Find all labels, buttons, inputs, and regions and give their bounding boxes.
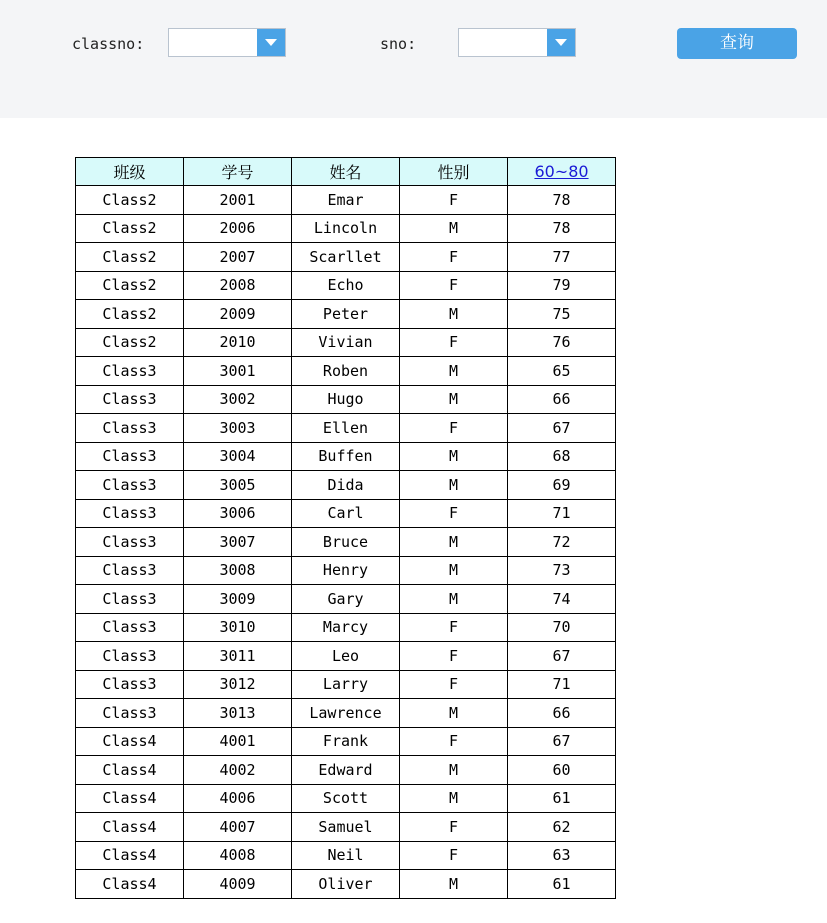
cell-score: 76 [508,328,616,357]
table-row [76,214,616,243]
cell-class: Class3 [76,670,184,699]
cell-student-no: 4007 [184,813,292,842]
table-row [76,414,616,443]
cell-class: Class4 [76,870,184,899]
table-row [76,442,616,471]
cell-class: Class3 [76,414,184,443]
table-row [76,186,616,215]
cell-class: Class3 [76,642,184,671]
sno-dropdown-button[interactable] [547,29,575,56]
cell-student-no: 3010 [184,613,292,642]
cell-name: Oliver [292,870,400,899]
cell-score: 63 [508,841,616,870]
cell-class: Class3 [76,613,184,642]
sno-label: sno: [380,35,417,53]
table-row [76,556,616,585]
sno-input[interactable] [459,29,549,56]
cell-score: 71 [508,499,616,528]
cell-score: 60 [508,756,616,785]
table-body [76,186,616,899]
cell-score: 68 [508,442,616,471]
cell-class: Class3 [76,385,184,414]
cell-student-no: 3011 [184,642,292,671]
cell-gender: M [400,756,508,785]
cell-gender: F [400,813,508,842]
table-row [76,784,616,813]
cell-name: Ellen [292,414,400,443]
cell-class: Class2 [76,243,184,272]
cell-gender: F [400,727,508,756]
cell-student-no: 2001 [184,186,292,215]
cell-gender: M [400,300,508,329]
cell-score: 61 [508,870,616,899]
column-header-score [508,158,616,186]
cell-gender: F [400,499,508,528]
cell-class: Class2 [76,328,184,357]
table-row [76,727,616,756]
cell-name: Scott [292,784,400,813]
cell-student-no: 4009 [184,870,292,899]
cell-student-no: 3012 [184,670,292,699]
cell-score: 78 [508,186,616,215]
cell-score: 74 [508,585,616,614]
column-header-student-no: 学号 [184,158,292,186]
cell-name: Gary [292,585,400,614]
cell-gender: M [400,214,508,243]
cell-name: Dida [292,471,400,500]
cell-gender: F [400,642,508,671]
cell-gender: F [400,841,508,870]
table-row [76,271,616,300]
cell-name: Buffen [292,442,400,471]
cell-student-no: 3008 [184,556,292,585]
table-row [76,813,616,842]
cell-score: 61 [508,784,616,813]
cell-score: 75 [508,300,616,329]
cell-student-no: 2007 [184,243,292,272]
cell-score: 67 [508,414,616,443]
cell-class: Class3 [76,471,184,500]
cell-gender: F [400,414,508,443]
cell-name: Carl [292,499,400,528]
cell-name: Frank [292,727,400,756]
cell-gender: F [400,670,508,699]
score-range-link[interactable]: 60~80 [534,162,589,181]
cell-student-no: 2008 [184,271,292,300]
table-row [76,499,616,528]
table-row [76,243,616,272]
cell-class: Class3 [76,699,184,728]
cell-class: Class4 [76,841,184,870]
cell-student-no: 2009 [184,300,292,329]
cell-name: Marcy [292,613,400,642]
cell-name: Samuel [292,813,400,842]
chevron-down-icon [555,39,567,47]
column-header-gender: 性别 [400,158,508,186]
cell-class: Class4 [76,756,184,785]
cell-score: 72 [508,528,616,557]
cell-gender: M [400,870,508,899]
table-row [76,613,616,642]
cell-name: Henry [292,556,400,585]
cell-score: 67 [508,727,616,756]
cell-score: 62 [508,813,616,842]
cell-gender: F [400,613,508,642]
cell-gender: F [400,186,508,215]
cell-name: Scarllet [292,243,400,272]
cell-name: Echo [292,271,400,300]
table-row [76,870,616,899]
cell-score: 73 [508,556,616,585]
cell-gender: M [400,699,508,728]
cell-student-no: 3005 [184,471,292,500]
cell-score: 77 [508,243,616,272]
cell-class: Class3 [76,357,184,386]
cell-score: 71 [508,670,616,699]
table-row [76,471,616,500]
cell-score: 66 [508,385,616,414]
cell-class: Class4 [76,727,184,756]
cell-gender: M [400,442,508,471]
cell-gender: M [400,585,508,614]
table-row [76,585,616,614]
cell-student-no: 3013 [184,699,292,728]
cell-class: Class2 [76,214,184,243]
cell-gender: F [400,328,508,357]
table-row [76,357,616,386]
cell-name: Neil [292,841,400,870]
cell-gender: F [400,243,508,272]
cell-score: 78 [508,214,616,243]
table-header-row [76,158,616,186]
cell-student-no: 2010 [184,328,292,357]
cell-gender: M [400,528,508,557]
cell-student-no: 3007 [184,528,292,557]
cell-score: 67 [508,642,616,671]
cell-name: Leo [292,642,400,671]
cell-student-no: 3002 [184,385,292,414]
cell-name: Roben [292,357,400,386]
cell-class: Class3 [76,528,184,557]
cell-score: 69 [508,471,616,500]
cell-score: 70 [508,613,616,642]
cell-student-no: 3003 [184,414,292,443]
cell-class: Class2 [76,186,184,215]
sno-combobox[interactable] [458,28,576,57]
classno-label: classno: [72,35,145,53]
query-button[interactable]: 查询 [677,28,797,59]
table-row [76,756,616,785]
cell-gender: M [400,385,508,414]
table-row [76,328,616,357]
column-header-name: 姓名 [292,158,400,186]
cell-student-no: 4006 [184,784,292,813]
classno-combobox[interactable] [168,28,286,57]
cell-class: Class4 [76,813,184,842]
cell-name: Peter [292,300,400,329]
cell-student-no: 4002 [184,756,292,785]
cell-class: Class2 [76,271,184,300]
cell-class: Class4 [76,784,184,813]
cell-student-no: 2006 [184,214,292,243]
cell-name: Lincoln [292,214,400,243]
cell-class: Class3 [76,499,184,528]
cell-student-no: 3006 [184,499,292,528]
cell-student-no: 4001 [184,727,292,756]
cell-gender: M [400,556,508,585]
filter-toolbar [0,0,827,118]
cell-student-no: 3001 [184,357,292,386]
cell-name: Bruce [292,528,400,557]
cell-score: 66 [508,699,616,728]
table-row [76,841,616,870]
cell-gender: M [400,471,508,500]
table-row [76,300,616,329]
cell-name: Larry [292,670,400,699]
cell-student-no: 3009 [184,585,292,614]
cell-name: Lawrence [292,699,400,728]
table-row [76,385,616,414]
table-row [76,642,616,671]
table-row [76,528,616,557]
chevron-down-icon [265,39,277,47]
cell-student-no: 4008 [184,841,292,870]
student-table [75,157,616,899]
column-header-class: 班级 [76,158,184,186]
cell-gender: M [400,357,508,386]
cell-name: Hugo [292,385,400,414]
cell-student-no: 3004 [184,442,292,471]
table-row [76,699,616,728]
cell-score: 65 [508,357,616,386]
cell-class: Class3 [76,556,184,585]
classno-dropdown-button[interactable] [257,29,285,56]
cell-name: Edward [292,756,400,785]
cell-gender: F [400,271,508,300]
cell-class: Class3 [76,585,184,614]
cell-score: 79 [508,271,616,300]
table-row [76,670,616,699]
cell-gender: M [400,784,508,813]
cell-name: Vivian [292,328,400,357]
cell-class: Class2 [76,300,184,329]
cell-class: Class3 [76,442,184,471]
cell-name: Emar [292,186,400,215]
classno-input[interactable] [169,29,259,56]
